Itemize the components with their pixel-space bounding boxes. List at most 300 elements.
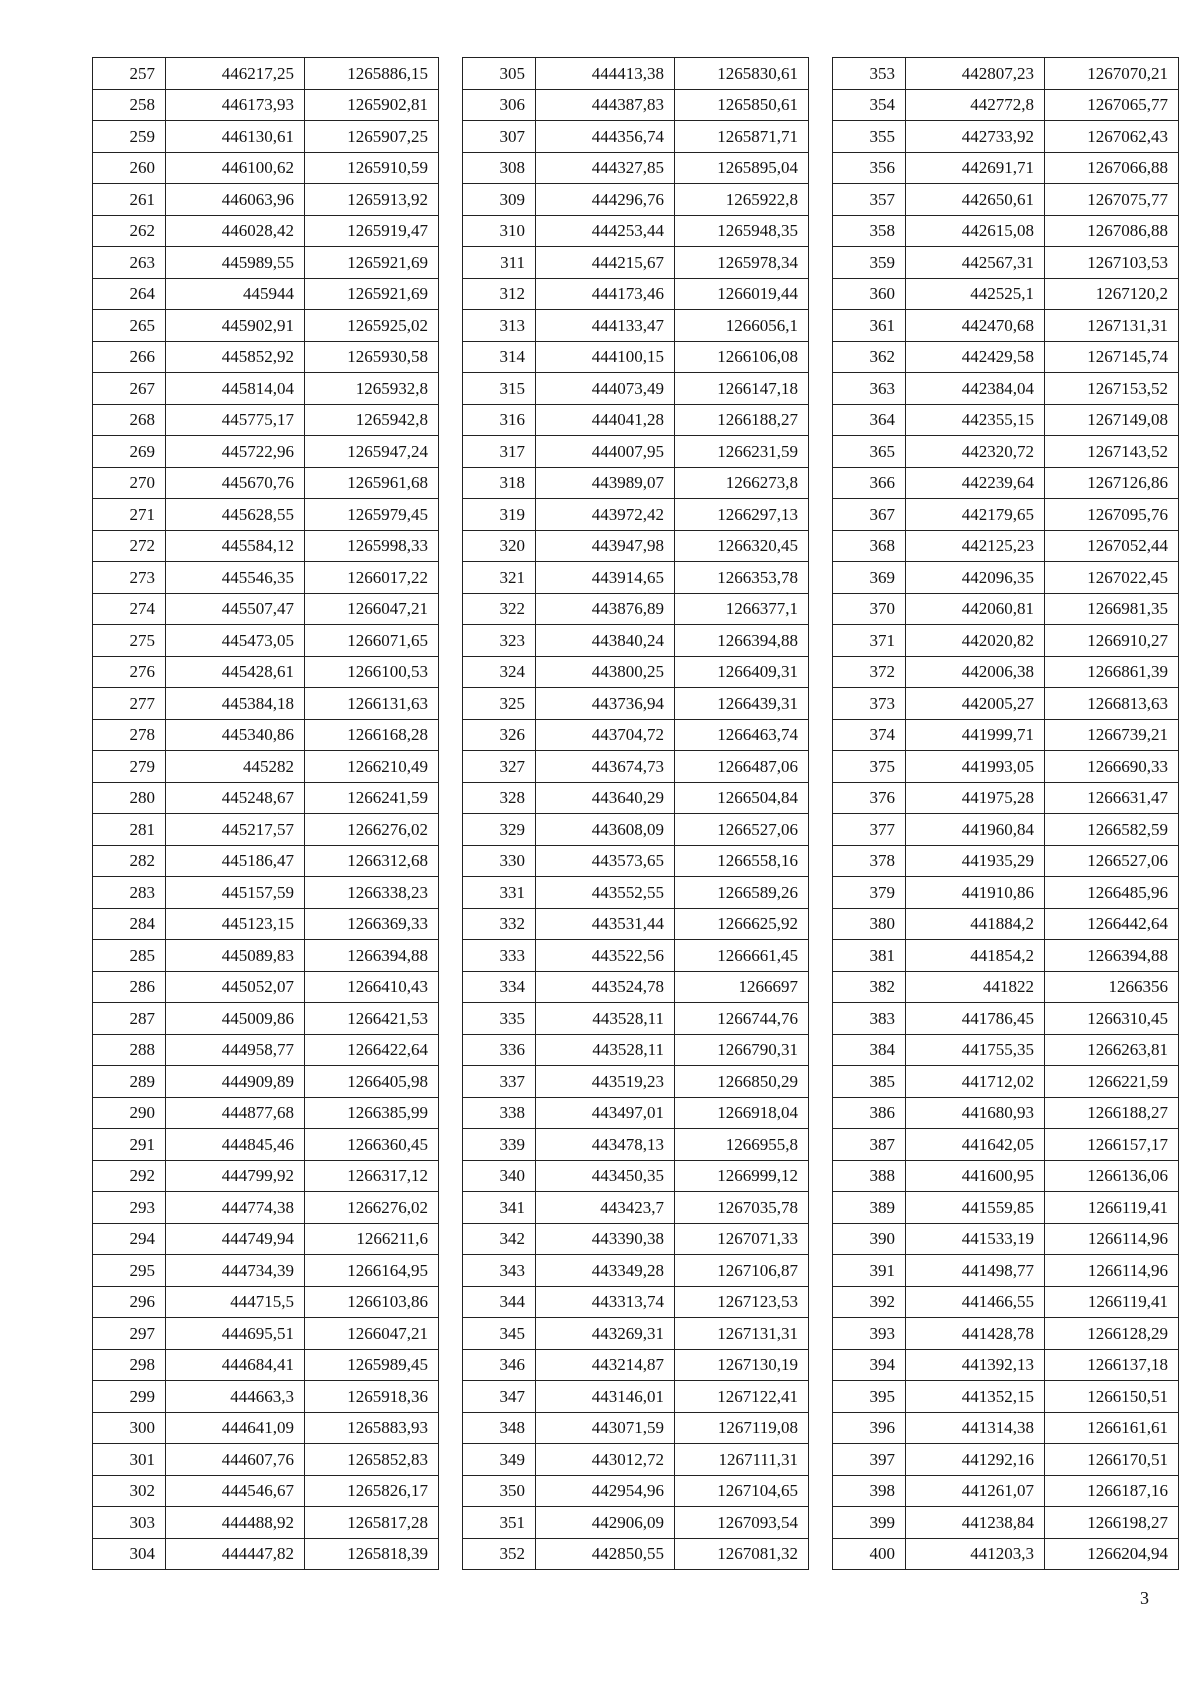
- x-coordinate-cell: 442691,71: [906, 152, 1045, 184]
- x-coordinate-cell: 441680,93: [906, 1097, 1045, 1129]
- y-coordinate-cell: 1267123,53: [675, 1286, 809, 1318]
- y-coordinate-cell: 1265948,35: [675, 215, 809, 247]
- point-number-cell: 302: [93, 1475, 166, 1507]
- point-number-cell: 362: [833, 341, 906, 373]
- x-coordinate-cell: 443989,07: [536, 467, 675, 499]
- y-coordinate-cell: 1266128,29: [1045, 1318, 1179, 1350]
- x-coordinate-cell: 444007,95: [536, 436, 675, 468]
- table-row: [833, 1507, 1179, 1539]
- point-number-cell: 343: [463, 1255, 536, 1287]
- y-coordinate-cell: 1267071,33: [675, 1223, 809, 1255]
- point-number-cell: 340: [463, 1160, 536, 1192]
- point-number-cell: 332: [463, 908, 536, 940]
- table-row: [833, 908, 1179, 940]
- table-row: [463, 341, 809, 373]
- table-row: [463, 499, 809, 531]
- x-coordinate-cell: 445670,76: [166, 467, 305, 499]
- point-number-cell: 279: [93, 751, 166, 783]
- y-coordinate-cell: 1267065,77: [1045, 89, 1179, 121]
- table-row: [463, 1255, 809, 1287]
- x-coordinate-cell: 441854,2: [906, 940, 1045, 972]
- y-coordinate-cell: 1266241,59: [305, 782, 439, 814]
- x-coordinate-cell: 441292,16: [906, 1444, 1045, 1476]
- point-number-cell: 400: [833, 1538, 906, 1570]
- x-coordinate-cell: 442954,96: [536, 1475, 675, 1507]
- x-coordinate-cell: 441786,45: [906, 1003, 1045, 1035]
- table-row: [93, 373, 439, 405]
- x-coordinate-cell: 441203,3: [906, 1538, 1045, 1570]
- y-coordinate-cell: 1266558,16: [675, 845, 809, 877]
- coordinate-table-2: [462, 57, 809, 1570]
- point-number-cell: 399: [833, 1507, 906, 1539]
- table-row: [463, 593, 809, 625]
- x-coordinate-cell: 444327,85: [536, 152, 675, 184]
- y-coordinate-cell: 1266697: [675, 971, 809, 1003]
- x-coordinate-cell: 444877,68: [166, 1097, 305, 1129]
- y-coordinate-cell: 1266690,33: [1045, 751, 1179, 783]
- point-number-cell: 284: [93, 908, 166, 940]
- table-row: [93, 814, 439, 846]
- table-row: [93, 719, 439, 751]
- table-row: [833, 1381, 1179, 1413]
- point-number-cell: 336: [463, 1034, 536, 1066]
- y-coordinate-cell: 1265998,33: [305, 530, 439, 562]
- table-row: [93, 751, 439, 783]
- coordinate-table-3: [832, 57, 1179, 1570]
- point-number-cell: 366: [833, 467, 906, 499]
- point-number-cell: 285: [93, 940, 166, 972]
- table-row: [93, 121, 439, 153]
- y-coordinate-cell: 1266439,31: [675, 688, 809, 720]
- point-number-cell: 270: [93, 467, 166, 499]
- point-number-cell: 397: [833, 1444, 906, 1476]
- x-coordinate-cell: 445473,05: [166, 625, 305, 657]
- table-row: [93, 310, 439, 342]
- table-row: [463, 1129, 809, 1161]
- x-coordinate-cell: 443390,38: [536, 1223, 675, 1255]
- point-number-cell: 349: [463, 1444, 536, 1476]
- x-coordinate-cell: 443349,28: [536, 1255, 675, 1287]
- table-row: [833, 1444, 1179, 1476]
- point-number-cell: 338: [463, 1097, 536, 1129]
- y-coordinate-cell: 1267081,32: [675, 1538, 809, 1570]
- y-coordinate-cell: 1266813,63: [1045, 688, 1179, 720]
- table-row: [833, 89, 1179, 121]
- y-coordinate-cell: 1267035,78: [675, 1192, 809, 1224]
- table-row: [463, 971, 809, 1003]
- table-row: [833, 562, 1179, 594]
- x-coordinate-cell: 445186,47: [166, 845, 305, 877]
- point-number-cell: 386: [833, 1097, 906, 1129]
- table-row: [463, 562, 809, 594]
- y-coordinate-cell: 1266999,12: [675, 1160, 809, 1192]
- point-number-cell: 306: [463, 89, 536, 121]
- x-coordinate-cell: 444546,67: [166, 1475, 305, 1507]
- table-row: [833, 215, 1179, 247]
- y-coordinate-cell: 1266504,84: [675, 782, 809, 814]
- y-coordinate-cell: 1266188,27: [675, 404, 809, 436]
- point-number-cell: 360: [833, 278, 906, 310]
- point-number-cell: 354: [833, 89, 906, 121]
- table-row: [93, 877, 439, 909]
- x-coordinate-cell: 445989,55: [166, 247, 305, 279]
- table-row: [463, 184, 809, 216]
- x-coordinate-cell: 445944: [166, 278, 305, 310]
- x-coordinate-cell: 443640,29: [536, 782, 675, 814]
- y-coordinate-cell: 1265902,81: [305, 89, 439, 121]
- y-coordinate-cell: 1266137,18: [1045, 1349, 1179, 1381]
- table-row: [93, 688, 439, 720]
- y-coordinate-cell: 1265852,83: [305, 1444, 439, 1476]
- y-coordinate-cell: 1266421,53: [305, 1003, 439, 1035]
- table-row: [93, 1286, 439, 1318]
- point-number-cell: 353: [833, 58, 906, 90]
- point-number-cell: 318: [463, 467, 536, 499]
- x-coordinate-cell: 441314,38: [906, 1412, 1045, 1444]
- table-row: [833, 656, 1179, 688]
- table-row: [93, 1034, 439, 1066]
- table-row: [93, 562, 439, 594]
- point-number-cell: 310: [463, 215, 536, 247]
- point-number-cell: 322: [463, 593, 536, 625]
- y-coordinate-cell: 1267086,88: [1045, 215, 1179, 247]
- x-coordinate-cell: 442125,23: [906, 530, 1045, 562]
- table-row: [463, 310, 809, 342]
- table-row: [93, 1507, 439, 1539]
- x-coordinate-cell: 441884,2: [906, 908, 1045, 940]
- x-coordinate-cell: 445428,61: [166, 656, 305, 688]
- table-row: [463, 814, 809, 846]
- y-coordinate-cell: 1266047,21: [305, 593, 439, 625]
- y-coordinate-cell: 1266861,39: [1045, 656, 1179, 688]
- x-coordinate-cell: 444958,77: [166, 1034, 305, 1066]
- point-number-cell: 289: [93, 1066, 166, 1098]
- point-number-cell: 298: [93, 1349, 166, 1381]
- y-coordinate-cell: 1266625,92: [675, 908, 809, 940]
- table-row: [833, 719, 1179, 751]
- table-row: [463, 247, 809, 279]
- x-coordinate-cell: 444695,51: [166, 1318, 305, 1350]
- point-number-cell: 372: [833, 656, 906, 688]
- y-coordinate-cell: 1266312,68: [305, 845, 439, 877]
- point-number-cell: 333: [463, 940, 536, 972]
- y-coordinate-cell: 1266103,86: [305, 1286, 439, 1318]
- table-row: [463, 1160, 809, 1192]
- table-row: [93, 184, 439, 216]
- table-row: [463, 940, 809, 972]
- y-coordinate-cell: 1265818,39: [305, 1538, 439, 1570]
- y-coordinate-cell: 1266310,45: [1045, 1003, 1179, 1035]
- table-row: [833, 625, 1179, 657]
- x-coordinate-cell: 444413,38: [536, 58, 675, 90]
- table-row: [463, 1349, 809, 1381]
- point-number-cell: 311: [463, 247, 536, 279]
- x-coordinate-cell: 441600,95: [906, 1160, 1045, 1192]
- y-coordinate-cell: 1266394,88: [305, 940, 439, 972]
- x-coordinate-cell: 443736,94: [536, 688, 675, 720]
- x-coordinate-cell: 443450,35: [536, 1160, 675, 1192]
- y-coordinate-cell: 1266221,59: [1045, 1066, 1179, 1098]
- y-coordinate-cell: 1266157,17: [1045, 1129, 1179, 1161]
- x-coordinate-cell: 445089,83: [166, 940, 305, 972]
- point-number-cell: 369: [833, 562, 906, 594]
- x-coordinate-cell: 443876,89: [536, 593, 675, 625]
- x-coordinate-cell: 443552,55: [536, 877, 675, 909]
- table-row: [833, 751, 1179, 783]
- x-coordinate-cell: 443947,98: [536, 530, 675, 562]
- point-number-cell: 346: [463, 1349, 536, 1381]
- x-coordinate-cell: 444641,09: [166, 1412, 305, 1444]
- x-coordinate-cell: 442733,92: [906, 121, 1045, 153]
- point-number-cell: 268: [93, 404, 166, 436]
- x-coordinate-cell: 442850,55: [536, 1538, 675, 1570]
- x-coordinate-cell: 443528,11: [536, 1003, 675, 1035]
- table-row: [463, 1475, 809, 1507]
- y-coordinate-cell: 1266231,59: [675, 436, 809, 468]
- point-number-cell: 277: [93, 688, 166, 720]
- x-coordinate-cell: 444073,49: [536, 373, 675, 405]
- point-number-cell: 287: [93, 1003, 166, 1035]
- point-number-cell: 394: [833, 1349, 906, 1381]
- point-number-cell: 315: [463, 373, 536, 405]
- point-number-cell: 264: [93, 278, 166, 310]
- table-row: [463, 688, 809, 720]
- point-number-cell: 301: [93, 1444, 166, 1476]
- y-coordinate-cell: 1266850,29: [675, 1066, 809, 1098]
- point-number-cell: 328: [463, 782, 536, 814]
- x-coordinate-cell: 443704,72: [536, 719, 675, 751]
- y-coordinate-cell: 1265913,92: [305, 184, 439, 216]
- y-coordinate-cell: 1266187,16: [1045, 1475, 1179, 1507]
- point-number-cell: 358: [833, 215, 906, 247]
- x-coordinate-cell: 444749,94: [166, 1223, 305, 1255]
- point-number-cell: 320: [463, 530, 536, 562]
- point-number-cell: 352: [463, 1538, 536, 1570]
- point-number-cell: 390: [833, 1223, 906, 1255]
- y-coordinate-cell: 1266147,18: [675, 373, 809, 405]
- y-coordinate-cell: 1266487,06: [675, 751, 809, 783]
- table-row: [93, 1255, 439, 1287]
- y-coordinate-cell: 1265883,93: [305, 1412, 439, 1444]
- table-row: [463, 1097, 809, 1129]
- table-row: [833, 1286, 1179, 1318]
- point-number-cell: 280: [93, 782, 166, 814]
- table-row: [463, 656, 809, 688]
- y-coordinate-cell: 1265895,04: [675, 152, 809, 184]
- table-row: [833, 404, 1179, 436]
- point-number-cell: 361: [833, 310, 906, 342]
- y-coordinate-cell: 1267126,86: [1045, 467, 1179, 499]
- point-number-cell: 357: [833, 184, 906, 216]
- y-coordinate-cell: 1267131,31: [1045, 310, 1179, 342]
- table-row: [93, 530, 439, 562]
- table-row: [833, 467, 1179, 499]
- point-number-cell: 367: [833, 499, 906, 531]
- x-coordinate-cell: 442650,61: [906, 184, 1045, 216]
- table-row: [93, 247, 439, 279]
- table-row: [833, 436, 1179, 468]
- y-coordinate-cell: 1266100,53: [305, 656, 439, 688]
- point-number-cell: 283: [93, 877, 166, 909]
- point-number-cell: 323: [463, 625, 536, 657]
- x-coordinate-cell: 441712,02: [906, 1066, 1045, 1098]
- y-coordinate-cell: 1266442,64: [1045, 908, 1179, 940]
- point-number-cell: 370: [833, 593, 906, 625]
- point-number-cell: 344: [463, 1286, 536, 1318]
- table-row: [463, 89, 809, 121]
- table-row: [463, 1412, 809, 1444]
- y-coordinate-cell: 1266106,08: [675, 341, 809, 373]
- x-coordinate-cell: 443522,56: [536, 940, 675, 972]
- point-number-cell: 376: [833, 782, 906, 814]
- y-coordinate-cell: 1267093,54: [675, 1507, 809, 1539]
- x-coordinate-cell: 444799,92: [166, 1160, 305, 1192]
- point-number-cell: 368: [833, 530, 906, 562]
- table-row: [463, 1318, 809, 1350]
- x-coordinate-cell: 444387,83: [536, 89, 675, 121]
- point-number-cell: 295: [93, 1255, 166, 1287]
- point-number-cell: 325: [463, 688, 536, 720]
- x-coordinate-cell: 443972,42: [536, 499, 675, 531]
- x-coordinate-cell: 443608,09: [536, 814, 675, 846]
- x-coordinate-cell: 445384,18: [166, 688, 305, 720]
- point-number-cell: 286: [93, 971, 166, 1003]
- y-coordinate-cell: 1266263,81: [1045, 1034, 1179, 1066]
- table-row: [833, 1349, 1179, 1381]
- table-row: [93, 1444, 439, 1476]
- x-coordinate-cell: 444909,89: [166, 1066, 305, 1098]
- y-coordinate-cell: 1266360,45: [305, 1129, 439, 1161]
- y-coordinate-cell: 1266582,59: [1045, 814, 1179, 846]
- table-row: [93, 908, 439, 940]
- y-coordinate-cell: 1266918,04: [675, 1097, 809, 1129]
- point-number-cell: 392: [833, 1286, 906, 1318]
- point-number-cell: 281: [93, 814, 166, 846]
- point-number-cell: 317: [463, 436, 536, 468]
- point-number-cell: 309: [463, 184, 536, 216]
- x-coordinate-cell: 443478,13: [536, 1129, 675, 1161]
- x-coordinate-cell: 446217,25: [166, 58, 305, 90]
- table-row: [833, 121, 1179, 153]
- x-coordinate-cell: 446130,61: [166, 121, 305, 153]
- table-row: [463, 436, 809, 468]
- x-coordinate-cell: 441466,55: [906, 1286, 1045, 1318]
- table-row: [93, 1538, 439, 1570]
- x-coordinate-cell: 444488,92: [166, 1507, 305, 1539]
- point-number-cell: 373: [833, 688, 906, 720]
- x-coordinate-cell: 442060,81: [906, 593, 1045, 625]
- point-number-cell: 371: [833, 625, 906, 657]
- table-row: [833, 1160, 1179, 1192]
- x-coordinate-cell: 444684,41: [166, 1349, 305, 1381]
- point-number-cell: 294: [93, 1223, 166, 1255]
- x-coordinate-cell: 441238,84: [906, 1507, 1045, 1539]
- table-row: [93, 1129, 439, 1161]
- point-number-cell: 262: [93, 215, 166, 247]
- table-row: [463, 751, 809, 783]
- y-coordinate-cell: 1266353,78: [675, 562, 809, 594]
- x-coordinate-cell: 446173,93: [166, 89, 305, 121]
- table-row: [833, 1223, 1179, 1255]
- table-row: [93, 593, 439, 625]
- table-row: [833, 1003, 1179, 1035]
- table-row: [833, 247, 1179, 279]
- point-number-cell: 293: [93, 1192, 166, 1224]
- y-coordinate-cell: 1266661,45: [675, 940, 809, 972]
- table-row: [463, 1034, 809, 1066]
- table-row: [833, 1129, 1179, 1161]
- x-coordinate-cell: 443012,72: [536, 1444, 675, 1476]
- x-coordinate-cell: 443423,7: [536, 1192, 675, 1224]
- x-coordinate-cell: 442355,15: [906, 404, 1045, 436]
- x-coordinate-cell: 441559,85: [906, 1192, 1045, 1224]
- y-coordinate-cell: 1266170,51: [1045, 1444, 1179, 1476]
- x-coordinate-cell: 444663,3: [166, 1381, 305, 1413]
- x-coordinate-cell: 442096,35: [906, 562, 1045, 594]
- point-number-cell: 273: [93, 562, 166, 594]
- x-coordinate-cell: 442006,38: [906, 656, 1045, 688]
- x-coordinate-cell: 443573,65: [536, 845, 675, 877]
- y-coordinate-cell: 1266369,33: [305, 908, 439, 940]
- point-number-cell: 355: [833, 121, 906, 153]
- y-coordinate-cell: 1266119,41: [1045, 1192, 1179, 1224]
- table-row: [463, 467, 809, 499]
- point-number-cell: 380: [833, 908, 906, 940]
- table-row: [93, 625, 439, 657]
- point-number-cell: 335: [463, 1003, 536, 1035]
- x-coordinate-cell: 442384,04: [906, 373, 1045, 405]
- y-coordinate-cell: 1267153,52: [1045, 373, 1179, 405]
- y-coordinate-cell: 1265830,61: [675, 58, 809, 90]
- x-coordinate-cell: 443524,78: [536, 971, 675, 1003]
- x-coordinate-cell: 445282: [166, 751, 305, 783]
- y-coordinate-cell: 1266394,88: [1045, 940, 1179, 972]
- table-row: [833, 1475, 1179, 1507]
- table-row: [833, 373, 1179, 405]
- table-row: [463, 404, 809, 436]
- x-coordinate-cell: 442567,31: [906, 247, 1045, 279]
- y-coordinate-cell: 1266377,1: [675, 593, 809, 625]
- x-coordinate-cell: 444253,44: [536, 215, 675, 247]
- table-row: [93, 1192, 439, 1224]
- x-coordinate-cell: 444215,67: [536, 247, 675, 279]
- y-coordinate-cell: 1267062,43: [1045, 121, 1179, 153]
- table-row: [463, 1381, 809, 1413]
- y-coordinate-cell: 1266114,96: [1045, 1223, 1179, 1255]
- y-coordinate-cell: 1266164,95: [305, 1255, 439, 1287]
- point-number-cell: 365: [833, 436, 906, 468]
- x-coordinate-cell: 442470,68: [906, 310, 1045, 342]
- table-row: [833, 1318, 1179, 1350]
- y-coordinate-cell: 1266276,02: [305, 1192, 439, 1224]
- y-coordinate-cell: 1265989,45: [305, 1349, 439, 1381]
- x-coordinate-cell: 444296,76: [536, 184, 675, 216]
- x-coordinate-cell: 445009,86: [166, 1003, 305, 1035]
- y-coordinate-cell: 1265919,47: [305, 215, 439, 247]
- y-coordinate-cell: 1266790,31: [675, 1034, 809, 1066]
- y-coordinate-cell: 1266405,98: [305, 1066, 439, 1098]
- table-row: [833, 1192, 1179, 1224]
- y-coordinate-cell: 1265922,8: [675, 184, 809, 216]
- point-number-cell: 342: [463, 1223, 536, 1255]
- y-coordinate-cell: 1266210,49: [305, 751, 439, 783]
- y-coordinate-cell: 1265826,17: [305, 1475, 439, 1507]
- x-coordinate-cell: 443313,74: [536, 1286, 675, 1318]
- table-row: [93, 341, 439, 373]
- point-number-cell: 303: [93, 1507, 166, 1539]
- table-row: [93, 1003, 439, 1035]
- x-coordinate-cell: 443531,44: [536, 908, 675, 940]
